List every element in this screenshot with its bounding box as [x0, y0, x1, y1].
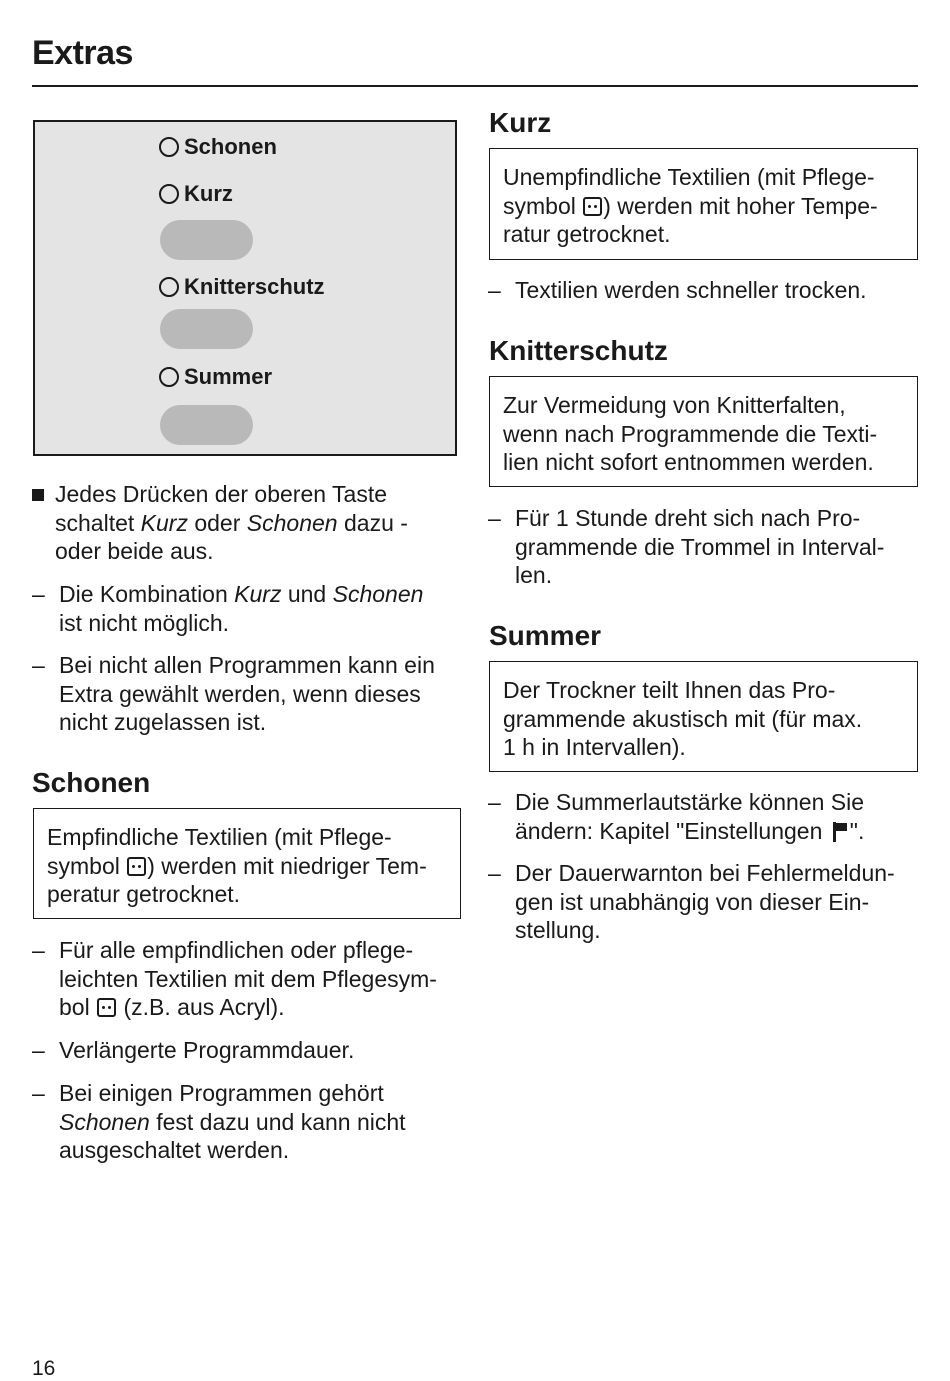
panel-label-summer: Summer: [159, 364, 272, 390]
heading-knitterschutz: Knitterschutz: [489, 335, 668, 366]
control-panel-illustration: [33, 120, 457, 456]
panel-label-kurz: Kurz: [159, 181, 233, 207]
heading-kurz: Kurz: [489, 107, 552, 138]
kurz-description-box: Unempfindliche Textilien (mit Pflege- symbol ) werden mit hoher Tempe- ratur getrocknet.: [489, 148, 918, 260]
heading-summer: Summer: [489, 620, 602, 651]
heading-schonen: Schonen: [32, 767, 151, 798]
panel-label-knitterschutz: Knitterschutz: [159, 274, 325, 300]
extras-button-top: [160, 220, 253, 260]
intro-dash-combination: – Die Kombination Kurz und Schonen ist nicht möglich.: [32, 581, 424, 636]
square-bullet-icon: [32, 489, 44, 501]
tumble-dry-high-heat-icon: [583, 197, 602, 216]
page-title: Extras: [32, 34, 133, 72]
knitterschutz-dash-interval: – Für 1 Stunde dreht sich nach Pro- grammende die Trommel in Interval- len.: [488, 505, 885, 589]
indicator-ring-icon: [159, 367, 179, 387]
schonen-dash-textiles: – Für alle empfindlichen oder pflege- leichten Textilien mit dem Pflegesym- bol (z.B. aus Acryl).: [32, 937, 437, 1021]
extras-button-middle: [160, 309, 253, 349]
summer-description-box: Der Trockner teilt Ihnen das Pro- grammende akustisch mit (für max. 1 h in Intervallen).: [489, 661, 918, 772]
page-number: 16: [32, 1357, 56, 1380]
intro-bullet: Jedes Drücken der oberen Taste schaltet Kurz oder Schonen dazu - oder beide aus.: [55, 480, 455, 566]
panel-label-schonen: Schonen: [159, 134, 277, 160]
summer-dash-continuous: – Der Dauerwarnton bei Fehlermeldun- gen ist unabhängig von dieser Ein- stellung.: [488, 860, 895, 944]
indicator-ring-icon: [159, 184, 179, 204]
intro-dash-programs: – Bei nicht allen Programmen kann ein Extra gewählt werden, wenn dieses nicht zugelassen ist.: [32, 652, 435, 736]
tumble-dry-low-heat-icon: [97, 998, 116, 1017]
schonen-description-box: Empfindliche Textilien (mit Pflege- symbol ) werden mit niedriger Tem- peratur getrocknet.: [33, 808, 461, 919]
tumble-dry-low-heat-icon: [127, 857, 146, 876]
settings-flag-icon: [831, 822, 848, 842]
schonen-dash-duration: – Verlängerte Programmdauer.: [32, 1037, 355, 1063]
summer-dash-volume: – Die Summerlautstärke können Sie ändern: Kapitel "Einstellungen ".: [488, 789, 865, 844]
kurz-dash-faster: – Textilien werden schneller trocken.: [488, 277, 867, 303]
indicator-ring-icon: [159, 137, 179, 157]
indicator-ring-icon: [159, 277, 179, 297]
title-divider: [32, 85, 918, 87]
knitterschutz-description-box: Zur Vermeidung von Knitterfalten, wenn nach Programmende die Texti- lien nicht sofort entnommen werden.: [489, 376, 918, 487]
schonen-dash-fixed: – Bei einigen Programmen gehört Schonen fest dazu und kann nicht ausgeschaltet werden.: [32, 1080, 406, 1164]
extras-button-bottom: [160, 405, 253, 445]
